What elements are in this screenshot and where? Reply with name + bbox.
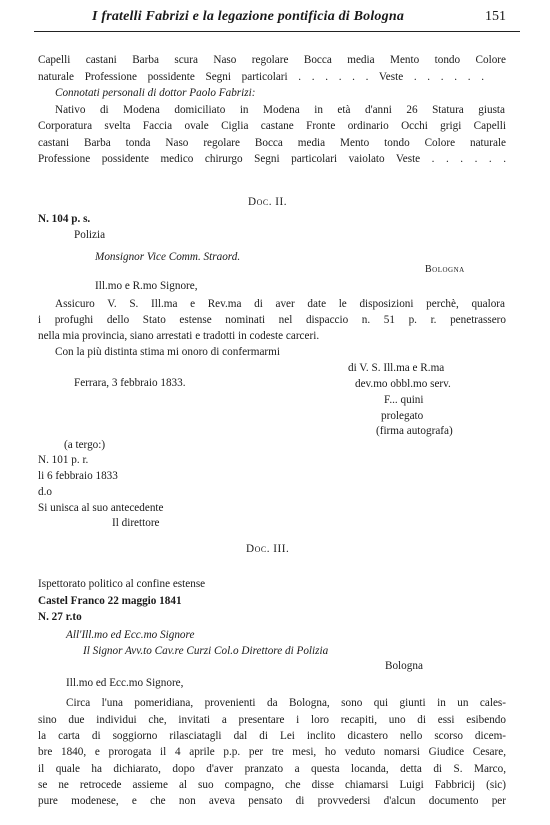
text-line: Professione possidente medico chirurgo Segni particolari vaiolato Veste . . . . . . — [38, 153, 506, 165]
running-title: I fratelli Fabrizi e la legazione pontificia di Bologna — [92, 9, 405, 24]
doc2-signature-note: (firma autografa) — [376, 425, 453, 437]
verso-note: N. 101 p. r. — [38, 454, 89, 466]
doc3-addressee: All'Ill.mo ed Ecc.mo Signore — [66, 629, 195, 641]
text-line: sino due individui che, invitati a presentare i loro recapiti, uno di essi esibendo — [38, 714, 506, 726]
text-line: bre 1840, e prorogata il 4 aprile p.p. per tre mesi, ho veduto nomarsi Giudice Cesare, — [38, 746, 506, 758]
doc3-city: Bologna — [385, 660, 423, 672]
doc3-salutation: Ill.mo ed Ecc.mo Signore, — [66, 677, 184, 689]
doc3-addressee: Il Signor Avv.to Cav.re Curzi Col.o Direttore di Polizia — [83, 645, 329, 657]
verso-note: li 6 febbraio 1833 — [38, 470, 118, 482]
doc2-signature: F... quini — [384, 394, 424, 406]
text-line: il quale ha dichiarato, dopo d'aver pranzato a questa locanda, detta di S. Marco, — [38, 763, 506, 775]
text-line: Assicuro V. S. Ill.ma e Rev.ma di aver date le disposizioni perchè, qualora — [55, 298, 505, 310]
doc3-header-line: N. 27 r.to — [38, 611, 82, 623]
doc3-header-line: Castel Franco 22 maggio 1841 — [38, 595, 182, 607]
text-line: Circa l'una pomeridiana, provenienti da Bologna, sono qui giunti in un cales- — [66, 697, 506, 709]
text-line: Corporatura svelta Faccia ovale Ciglia castane Fronte ordinario Occhi grigi Capelli — [38, 120, 506, 132]
doc2-date: Ferrara, 3 febbraio 1833. — [74, 377, 186, 389]
doc2-addressee: Monsignor Vice Comm. Straord. — [95, 251, 241, 263]
doc2-salutation: Ill.mo e R.mo Signore, — [95, 280, 198, 292]
header-rule — [34, 31, 520, 32]
doc2-heading: Doc. II. — [248, 196, 288, 208]
text-line: Capelli castani Barba scura Naso regolare Bocca media Mento tondo Colore — [38, 54, 506, 66]
doc2-closing: dev.mo obbl.mo serv. — [355, 378, 451, 390]
text-line: se ne retrocede assieme al suo compagno, che disse chiamarsi Luigi Fabbricij (sic) — [38, 779, 506, 791]
text-line: pure modenese, e che non aveva pensato di provvedersi d'alcun documento per — [38, 795, 506, 807]
doc2-office: Polizia — [74, 229, 106, 241]
page-number: 151 — [485, 9, 506, 24]
verso-note: d.o — [38, 486, 52, 498]
text-line: castani Barba tonda Naso regolare Bocca media Mento tondo Colore naturale — [38, 137, 506, 149]
doc3-header-line: Ispettorato politico al confine estense — [38, 578, 206, 590]
text-line: Nativo di Modena domiciliato in Modena in età d'anni 26 Statura giusta — [55, 104, 505, 116]
doc2-city: Bologna — [425, 264, 465, 275]
doc2-ref: N. 104 p. s. — [38, 213, 91, 225]
text-line: i profughi dello Stato estense nominati nel dispaccio n. 51 p. r. penetrassero — [38, 314, 506, 326]
text-line: la carta di soggiorno rilasciatagli dal di Lei inclito dicastero nello scorso dicem- — [38, 730, 506, 742]
verso-note: Il direttore — [112, 517, 160, 529]
doc2-signature-title: prolegato — [381, 410, 424, 422]
verso-note: (a tergo:) — [64, 439, 106, 451]
doc3-heading: Doc. III. — [246, 543, 290, 555]
text-line: Connotati personali di dottor Paolo Fabrizi: — [55, 87, 256, 99]
text-line: nella mia provincia, siano arrestati e tradotti in codeste carceri. — [38, 330, 320, 342]
verso-note: Si unisca al suo antecedente — [38, 502, 164, 514]
text-line: naturale Professione possidente Segni particolari . . . . . . Veste . . . . . . — [38, 71, 484, 83]
text-line: Con la più distinta stima mi onoro di confermarmi — [55, 346, 280, 358]
doc2-closing: di V. S. Ill.ma e R.ma — [348, 362, 445, 374]
